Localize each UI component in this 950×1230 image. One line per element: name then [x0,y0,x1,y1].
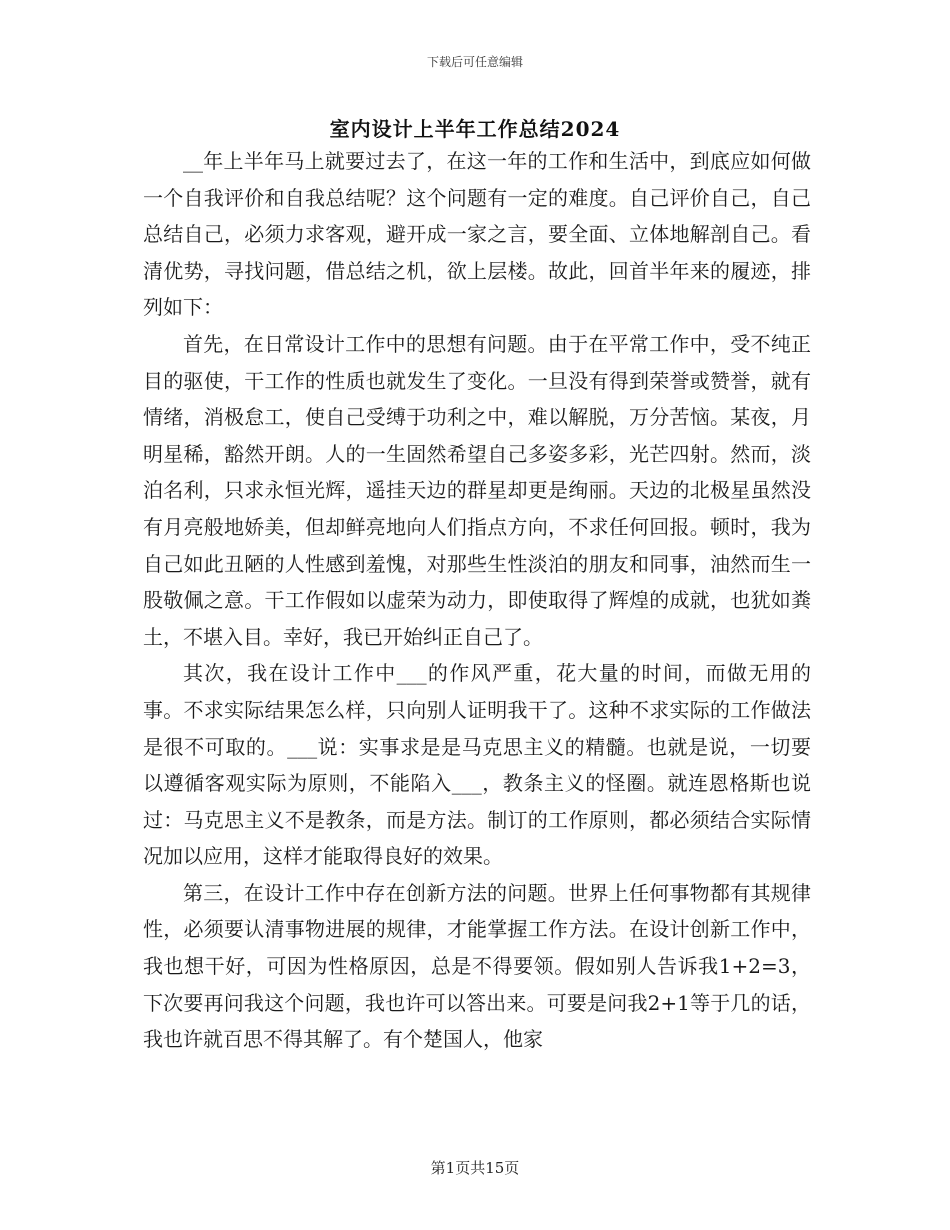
paragraph-third-point: 第三，在设计工作中存在创新方法的问题。世界上任何事物都有其规律性，必须要认清事物进展的规律，才能掌握工作方法。在设计创新工作中，我也想干好，可因为性格原因，总是不得要领。假如别人告诉我1+2=3，下次要再问我这个问题，我也许可以答出来。可要是问我2+1等于几的话，我也许就百思不得其解了。有个楚国人，他家 [143,880,811,1052]
paragraph-second-point: 其次，我在设计工作中___的作风严重，花大量的时间，而做无用的事。不求实际结果怎么样，只向别人证明我干了。这种不求实际的工作做法是很不可取的。___说：实事求是是马克思主义的精髓。也就是说，一切要以遵循客观实际为原则，不能陷入___，教条主义的怪圈。就连恩格斯也说过：马克思主义不是教条，而是方法。制订的工作原则，都必须结合实际情况加以应用，这样才能取得良好的效果。 [143,661,811,869]
download-note: 下载后可任意编辑 [426,55,523,69]
page-number: 第1页共15页 [430,1159,520,1177]
paragraph-intro: __年上半年马上就要过去了，在这一年的工作和生活中，到底应如何做一个自我评价和自我总结呢？这个问题有一定的难度。自己评价自己，自己总结自己，必须力求客观，避开成一家之言，要全面、立体地解剖自己。看清优势，寻找问题，借总结之机，欲上层楼。故此，回首半年来的履迹，排列如下： [143,149,811,320]
document-title: 室内设计上半年工作总结2024 [329,117,621,141]
document-body [143,143,811,1058]
paragraph-first-point: 首先，在日常设计工作中的思想有问题。由于在平常工作中，受不纯正目的驱使，干工作的性质也就发生了变化。一旦没有得到荣誉或赞誉，就有情绪，消极怠工，使自己受缚于功利之中，难以解脱，万分苦恼。某夜，月明星稀，豁然开朗。人的一生固然希望自己多姿多彩，光芒四射。然而，淡泊名利，只求永恒光辉，遥挂天边的群星却更是绚丽。天边的北极星虽然没有月亮般地娇美，但却鲜亮地向人们指点方向，不求任何回报。顿时，我为自己如此丑陋的人性感到羞愧，对那些生性淡泊的朋友和同事，油然而生一股敬佩之意。干工作假如以虚荣为动力，即使取得了辉煌的成就，也犹如粪土，不堪入目。幸好，我已开始纠正自己了。 [143,331,811,649]
